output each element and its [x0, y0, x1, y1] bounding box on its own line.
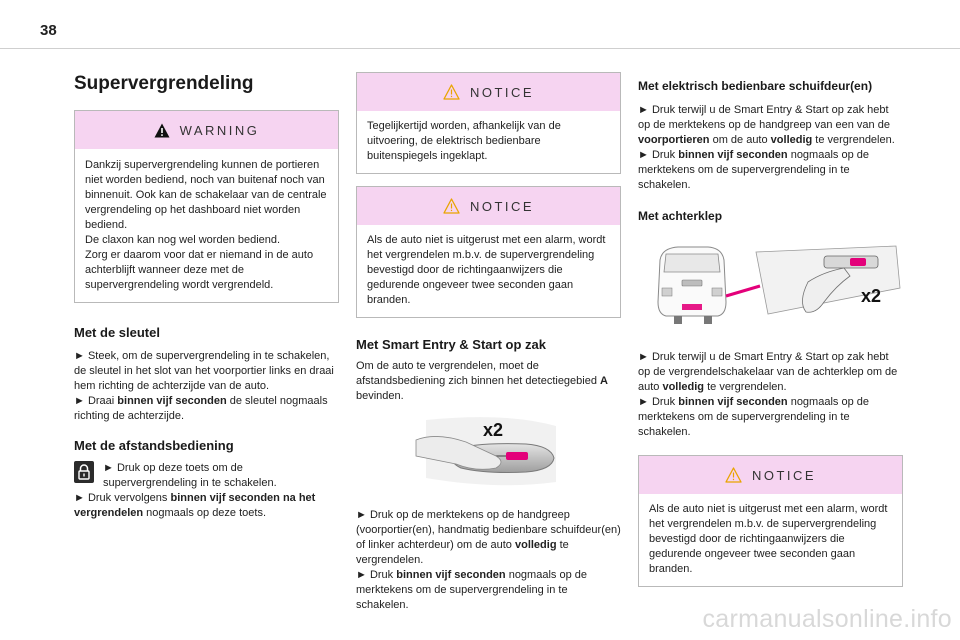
smart-entry-intro: Om de auto te vergrendelen, moet de afstandsbediening zich binnen het detectiegebied A bevinden. [356, 360, 608, 402]
remote-step-2: ► Druk vervolgens binnen vijf seconden na het vergrendelen nogmaals op deze toets. [74, 492, 316, 519]
warning-body [75, 149, 338, 302]
warning-title: WARNING [179, 122, 260, 138]
notice-body-3: Als de auto niet is uitgerust met een alarm, wordt het vergrendelen m.b.v. de supervergrendeling bevestigd door de richtingaanwijzers die gedurende ongeveer twee seconden gaan branden. [649, 503, 888, 575]
warning-text-1: Dankzij supervergrendeling kunnen de portieren niet worden bediend, noch van buitenaf noch van binnenuit. Ook kan de schakelaar van de centrale vergrendeling op het dashboard niet worden bediend. [85, 159, 327, 231]
column-1 [74, 66, 339, 521]
warning-text-3: Zorg er daarom voor dat er niemand in de auto achterblijft wanneer deze met de supervergrendeling wordt vergrendeld. [85, 249, 314, 291]
notice-box-2 [356, 186, 621, 318]
key-step-1: ► Steek, om de supervergrendeling in te schakelen, de sleutel in het slot van het voorportier links en draai hem richting de achterzijde van de auto. [74, 350, 334, 392]
smart-entry-step-1: ► Druk op de merktekens op de handgreep (voorportier(en), handmatig bedienbare schuifdeur(en) of linker achterdeur) om de auto volledig te vergrendelen. [356, 509, 621, 566]
watermark: carmanualsonline.info [702, 605, 952, 633]
smart-entry-step-2: ► Druk binnen vijf seconden nogmaals op de merktekens om de supervergrendeling in te schakelen. [356, 569, 587, 611]
smart-entry-steps [356, 508, 621, 613]
tailgate-illustration [638, 242, 903, 334]
sliding-door-step-1: ► Druk terwijl u de Smart Entry & Start op zak hebt op de merktekens op de handgreep van een van de voorportieren om de auto volledig te vergrendelen. [638, 104, 895, 146]
x2-label: x2 [861, 286, 882, 306]
notice-box-3 [638, 455, 903, 587]
notice-title-2: NOTICE [469, 198, 535, 214]
warning-box [74, 110, 339, 303]
lock-icon [74, 461, 94, 483]
notice-triangle-icon [725, 467, 742, 483]
page-number: 38 [40, 22, 57, 39]
remote-step-1-row [74, 461, 339, 491]
remote-step-1: ► Druk op deze toets om de supervergrendeling in te schakelen. [103, 462, 277, 489]
door-handle-image [356, 412, 621, 494]
notice-triangle-icon [443, 198, 460, 214]
column-3 [638, 78, 903, 587]
notice-box-1 [356, 72, 621, 174]
notice-title-3: NOTICE [751, 467, 817, 483]
tailgate-step-2: ► Druk binnen vijf seconden nogmaals op de merktekens om de supervergrendeling in te schakelen. [638, 396, 869, 438]
sliding-door-step-2: ► Druk binnen vijf seconden nogmaals op de merktekens om de supervergrendeling in te schakelen. [638, 149, 869, 191]
key-step-2: ► Draai binnen vijf seconden de sleutel nogmaals richting de achterzijde. [74, 395, 328, 422]
remote-paragraph [74, 461, 339, 521]
warning-triangle-icon [154, 123, 170, 138]
section-heading-sliding-door: Met elektrisch bedienbare schuifdeur(en) [638, 79, 873, 93]
tailgate-image [638, 242, 903, 334]
page-title: Supervergrendeling [74, 73, 254, 94]
key-paragraph [74, 349, 339, 424]
column-2 [356, 72, 621, 613]
section-heading-remote: Met de afstandsbediening [74, 438, 234, 453]
notice-triangle-icon [443, 84, 460, 100]
notice-header-3 [639, 456, 902, 494]
notice-body-2: Als de auto niet is uitgerust met een alarm, wordt het vergrendelen m.b.v. de supervergrendeling bevestigd door de richtingaanwijzers die gedurende ongeveer twee seconden gaan branden. [367, 234, 606, 306]
section-heading-key: Met de sleutel [74, 325, 160, 340]
header-rule [0, 48, 960, 49]
tailgate-paragraph [638, 350, 903, 440]
section-heading-tailgate: Met achterklep [638, 209, 723, 223]
notice-header-2 [357, 187, 620, 225]
warning-header [75, 111, 338, 149]
section-heading-smart-entry: Met Smart Entry & Start op zak [356, 337, 546, 352]
notice-body-1: Tegelijkertijd worden, afhankelijk van de uitvoering, de elektrisch bedienbare buitenspiegels ingeklapt. [367, 120, 561, 162]
notice-header-1 [357, 73, 620, 111]
sliding-door-paragraph [638, 103, 903, 193]
notice-title-1: NOTICE [469, 84, 535, 100]
warning-text-2: De claxon kan nog wel worden bediend. [85, 234, 281, 246]
door-handle-illustration [356, 412, 621, 494]
tailgate-step-1: ► Druk terwijl u de Smart Entry & Start op zak hebt op de vergrendelschakelaar van de achterklep om de auto volledig te vergrendelen. [638, 351, 898, 393]
x2-label: x2 [483, 420, 504, 440]
